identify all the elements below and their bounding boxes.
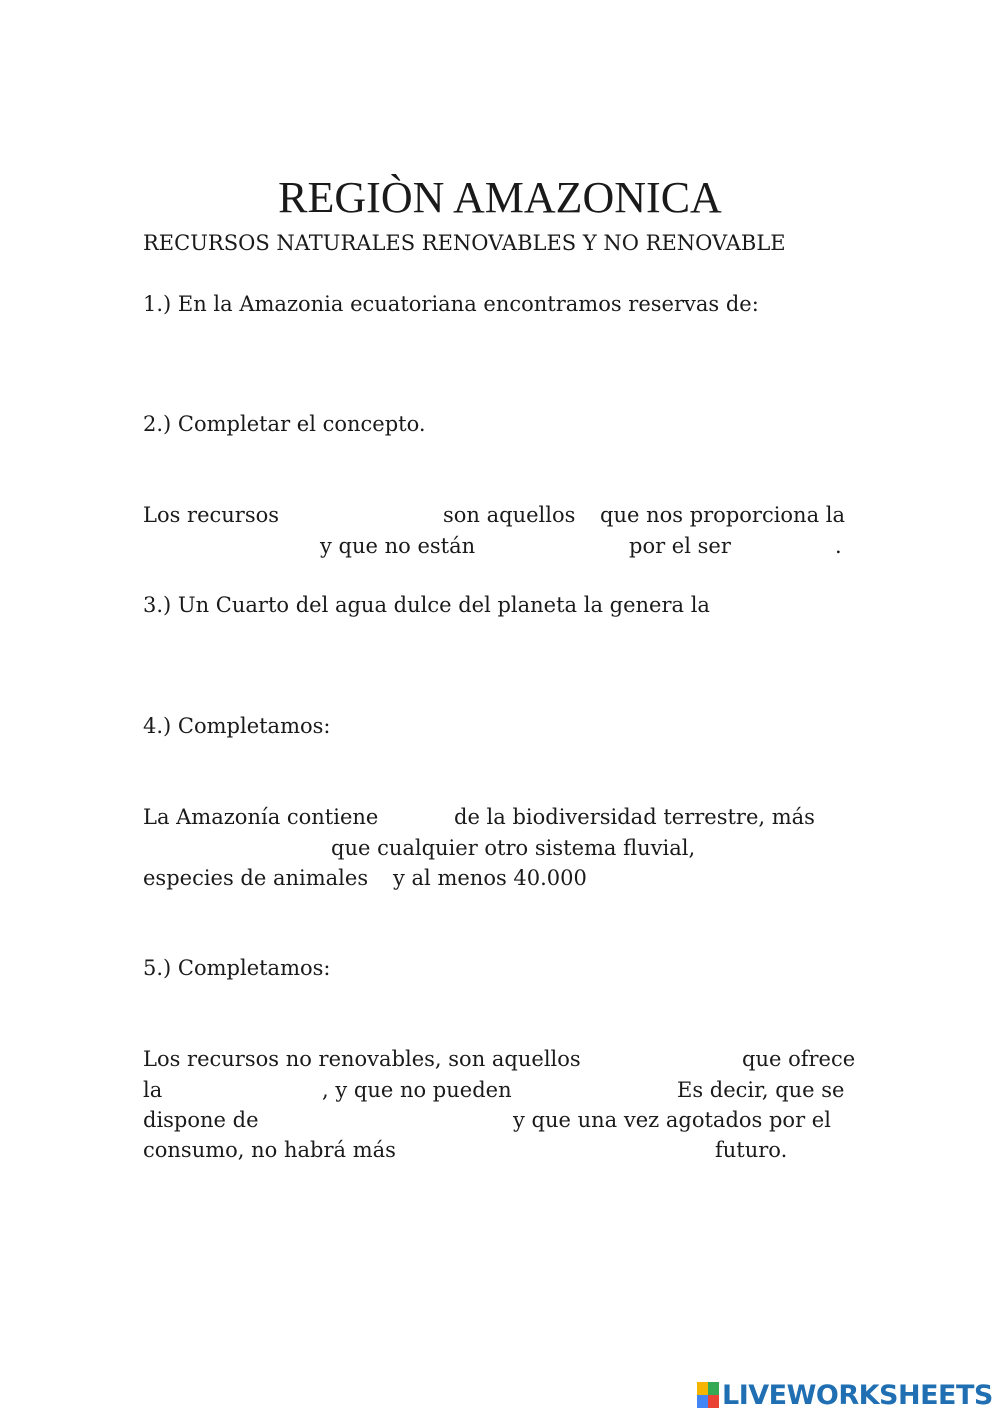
q2-line1-part1: Los recursos: [143, 503, 280, 527]
q4-line3-part1: especies de animales: [143, 866, 369, 890]
liveworksheets-logo-text: LIVEWORKSHEETS: [722, 1379, 993, 1411]
liveworksheets-logo-icon: [697, 1382, 719, 1408]
q5-line3-part2: y que una vez agotados por el: [513, 1108, 831, 1132]
logo-mark-tile: [697, 1382, 708, 1395]
logo-mark-tile: [697, 1395, 708, 1408]
logo-mark-tile: [708, 1382, 719, 1395]
q5-line2-part3: Es decir, que se: [677, 1078, 845, 1102]
q4-line2-part1: que cualquier otro sistema fluvial,: [331, 836, 696, 860]
q2-line1-part2: son aquellos: [443, 503, 576, 527]
page-title: REGIÒN AMAZONICA: [278, 173, 722, 222]
q5-line2-part2: , y que no pueden: [322, 1078, 512, 1102]
q4-line3-part2: y al menos 40.000: [393, 866, 587, 890]
question-1: 1.) En la Amazonia ecuatoriana encontramos reservas de:: [143, 292, 759, 316]
q5-line1-part2: que ofrece: [742, 1047, 856, 1071]
question-5-heading: 5.) Completamos:: [143, 956, 331, 980]
q2-line2-part1: y que no están: [320, 534, 476, 558]
logo-mark-tile: [708, 1395, 719, 1408]
q2-line1-part3: que nos proporciona la: [600, 503, 846, 527]
q4-line1-part1: La Amazonía contiene: [143, 805, 379, 829]
liveworksheets-logo: [697, 1377, 993, 1413]
q5-line4-part2: futuro.: [715, 1138, 788, 1162]
q2-line2-part2: por el ser: [629, 534, 731, 558]
q5-line2-part1: la: [143, 1078, 163, 1102]
q2-line2-part3: .: [835, 534, 842, 558]
question-2-heading: 2.) Completar el concepto.: [143, 412, 426, 436]
q5-line3-part1: dispone de: [143, 1108, 259, 1132]
q4-line1-part2: de la biodiversidad terrestre, más: [454, 805, 815, 829]
q5-line1-part1: Los recursos no renovables, son aquellos: [143, 1047, 581, 1071]
q5-line4-part1: consumo, no habrá más: [143, 1138, 396, 1162]
question-4-heading: 4.) Completamos:: [143, 714, 331, 738]
question-3: 3.) Un Cuarto del agua dulce del planeta la genera la: [143, 593, 710, 617]
page-subtitle: RECURSOS NATURALES RENOVABLES Y NO RENOVABLE: [143, 231, 786, 255]
